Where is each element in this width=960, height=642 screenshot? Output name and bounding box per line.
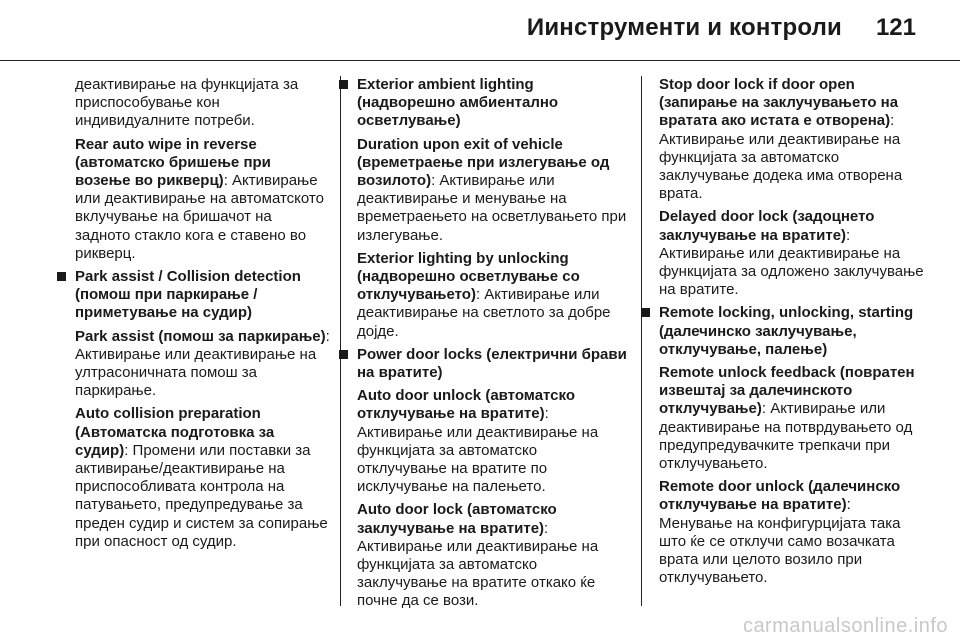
rear-wipe-paragraph [75, 136, 330, 263]
power-locks-heading: Power door locks (електрични брави на вратите) [357, 345, 627, 382]
bullet-square-icon [339, 80, 348, 89]
duration-title: Duration upon exit of vehicle (времетраење при излегување од возилото) [357, 135, 610, 190]
auto-unlock-title: Auto door unlock (автоматско отклучување на вратите) [357, 387, 575, 423]
header-title: Иинструменти и контроли [526, 14, 842, 41]
collision-paragraph [75, 405, 330, 551]
collision-text: : Промени или поставки за активирање/деактивирање на приспособливата контрола на патувањето, предупредување за преден судир и систем за сопирање при опасност од судир. [75, 441, 328, 550]
remote-unlock-paragraph [659, 478, 924, 587]
auto-lock-paragraph [357, 501, 627, 610]
park-assist-title: Park assist (помош за паркирање) [75, 327, 326, 345]
unlock-light-text: : Активирање или деактивирање на светлото за добре дојде. [357, 286, 611, 340]
duration-text: : Активирање или деактивирање и менување на времетраењето на осветлувањето при излегување. [357, 172, 627, 244]
duration-paragraph [357, 136, 627, 245]
stop-lock-paragraph [659, 76, 924, 203]
unlock-light-title: Exterior lighting by unlocking (надворешно осветлување со отклучувањето) [357, 249, 580, 304]
remote-heading: Remote locking, unlocking, starting (далечинско заклучување, отклучување, палење) [659, 304, 914, 358]
auto-lock-text: : Активирање или деактивирање на функцијата за автоматско заклучување на вратите откако ќе почне да се вози. [357, 519, 599, 610]
column-2 [357, 76, 627, 616]
bullet-square-icon [641, 308, 650, 317]
remote-unlock-title: Remote door unlock (далечинско отклучување на вратите) [659, 478, 901, 514]
delayed-lock-title: Delayed door lock (задоцнето заклучување на вратите) [659, 208, 875, 244]
bullet-square-icon [57, 272, 66, 281]
remote-unlock-text: : Менување на конфигурцијата така што ќе се отклучи само возачката врата или целото возило при отклучувањето. [659, 496, 901, 587]
column-divider-1 [340, 76, 341, 606]
watermark: carmanualsonline.info [742, 615, 948, 637]
ambient-heading: Exterior ambient lighting (надворешно амбиентално осветлување) [357, 76, 559, 130]
column-1 [75, 76, 330, 556]
page-header [0, 0, 960, 58]
rear-wipe-text: : Активирање или деактивирање на автоматското вклучување на бришачот на задното стакло кога е ставено во рикверц. [75, 172, 324, 262]
park-assist-text: : Активирање или деактивирање на ултрасоничната помош за паркирање. [75, 327, 330, 400]
park-assist-heading: Park assist / Collision detection (помош при паркирање / приметување на судир) [75, 268, 301, 322]
delayed-lock-paragraph [659, 208, 924, 299]
unlock-light-paragraph [357, 250, 627, 341]
delayed-lock-text: : Активирање или деактивирање на функцијата за одложено заклучување на вратите. [659, 226, 924, 299]
rear-wipe-title: Rear auto wipe in reverse (автоматско бришење при возење во рикверц) [75, 135, 271, 190]
park-assist-paragraph [75, 328, 330, 401]
bullet-square-icon [339, 350, 348, 359]
intro-paragraph: деактивирање на функцијата за приспособување кон индивидуалните потреби. [75, 76, 299, 130]
park-assist-section [75, 268, 330, 551]
page-number: 121 [875, 14, 916, 41]
header-divider [0, 60, 960, 61]
auto-lock-title: Auto door lock (автоматско заклучување на вратите) [357, 501, 557, 537]
remote-feedback-title: Remote unlock feedback (повратен извештај за далечинското отклучување) [659, 364, 915, 418]
column-3 [659, 76, 924, 592]
stop-lock-title: Stop door lock if door open (запирање на заклучувањето на вратата ако истата е отворена) [659, 76, 899, 130]
auto-unlock-paragraph [357, 387, 627, 496]
ambient-lighting-section [357, 76, 627, 341]
remote-section [659, 304, 924, 587]
collision-title: Auto collision preparation (Автоматска подготовка за судир) [75, 405, 275, 459]
power-locks-section [357, 346, 627, 611]
remote-feedback-paragraph [659, 364, 924, 473]
auto-unlock-text: : Активирање или деактивирање на функцијата за автоматско отклучување на вратите по исклучување на палењето. [357, 405, 599, 496]
remote-feedback-text: : Активирање или деактивирање на потврдувањето од предупредувачките трепкачи при отклучувањето. [659, 400, 913, 473]
column-divider-2 [641, 76, 642, 606]
stop-lock-text: : Активирање или деактивирање на функцијата за автоматско заклучување додека има отворена врата. [659, 112, 903, 203]
